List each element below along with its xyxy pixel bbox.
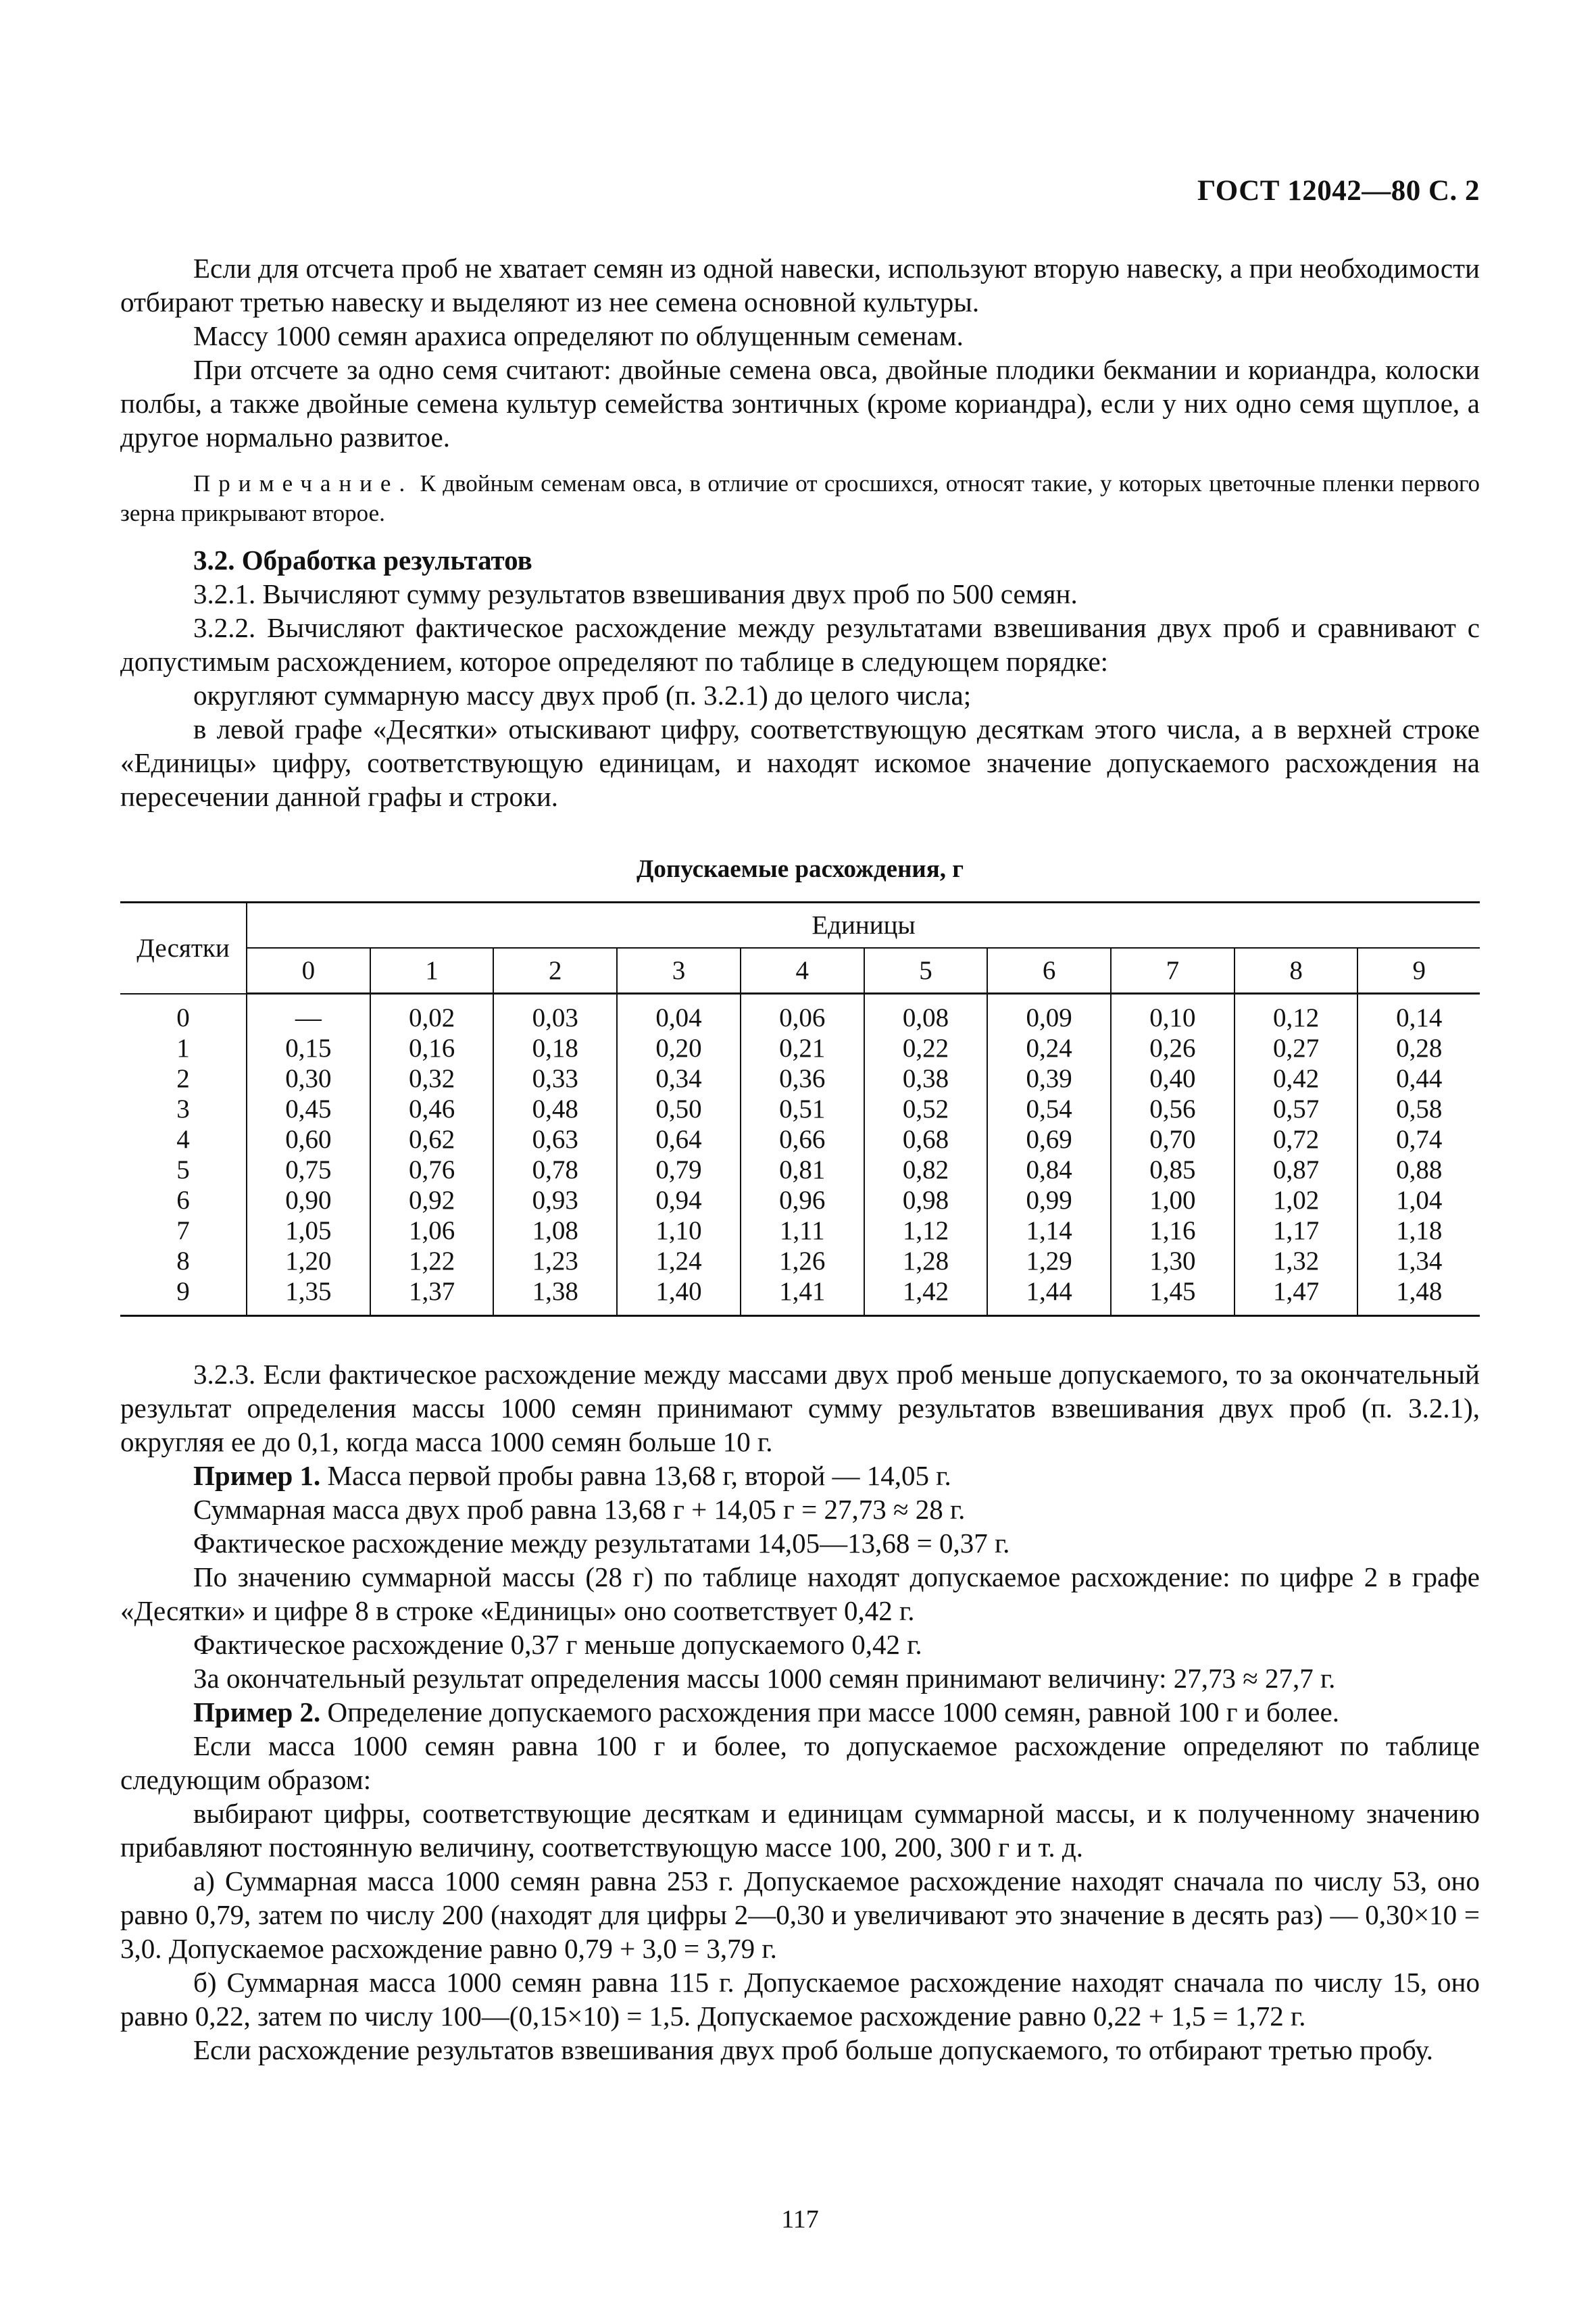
table-cell: 0,69 bbox=[987, 1124, 1111, 1155]
row-label-cell: 9 bbox=[176, 1277, 190, 1306]
table-cell: 0,92 bbox=[370, 1185, 494, 1215]
table-cell: 0,22 bbox=[864, 1033, 988, 1063]
table-cell: 0,26 bbox=[1111, 1033, 1235, 1063]
table-title: Допускаемые расхождения, г bbox=[636, 855, 964, 883]
table-cell: 0,58 bbox=[1357, 1094, 1480, 1124]
paragraph: За окончательный результат определения массы 1000 семян принимают величину: 27,73 ≈ 27,7 г. bbox=[193, 1663, 1336, 1694]
table-cell: 1,14 bbox=[987, 1215, 1111, 1246]
table-cell: 0,24 bbox=[987, 1033, 1111, 1063]
table-cell: 1,37 bbox=[370, 1276, 494, 1316]
table-row bbox=[120, 1246, 1480, 1276]
table-cell: 1,05 bbox=[247, 1215, 370, 1246]
table-cell: 1,10 bbox=[617, 1215, 741, 1246]
row-label-cell: 1 bbox=[176, 1034, 190, 1063]
table-cell: 0,08 bbox=[864, 994, 988, 1034]
paragraph: выбирают цифры, соответствующие десяткам и единицам суммарной массы, и к полученному значению прибавляют постоянную величину, соответствующую массе 100, 200, 300 г и т. д. bbox=[120, 1798, 1480, 1863]
table-row bbox=[120, 1185, 1480, 1215]
paragraph: Фактическое расхождение между результатами 14,05—13,68 = 0,37 г. bbox=[193, 1528, 1010, 1559]
table-cell: 1,47 bbox=[1235, 1276, 1358, 1316]
table-cell: 0,36 bbox=[741, 1063, 864, 1094]
table-cell: 0,40 bbox=[1111, 1063, 1235, 1094]
paragraph: а) Суммарная масса 1000 семян равна 253 г. Допускаемое расхождение находят сначала по числу 53, оно равно 0,79, затем по числу 200 (находят для цифры 2—0,30 и увеличивают это значение в десять раз) — 0,30×10 = 3,0. Допускаемое расхождение равно 0,79 + 3,0 = 3,79 г. bbox=[120, 1865, 1480, 1964]
column-header: 7 bbox=[1111, 948, 1235, 994]
table-cell: 1,18 bbox=[1357, 1215, 1480, 1246]
table-cell: 1,28 bbox=[864, 1246, 988, 1276]
table-cell: 1,11 bbox=[741, 1215, 864, 1246]
paragraph: При отсчете за одно семя считают: двойные семена овса, двойные плодики бекмании и кориандра, колоски полбы, а также двойные семена культур семейства зонтичных (кроме кориандра), если у них одно семя щуплое, а другое нормально развитое. bbox=[120, 354, 1480, 453]
column-header: 3 bbox=[617, 948, 741, 994]
table-cell: 0,48 bbox=[493, 1094, 617, 1124]
table-cell: 0,46 bbox=[370, 1094, 494, 1124]
table-cell: 0,75 bbox=[247, 1155, 370, 1185]
row-label-cell: 2 bbox=[176, 1064, 190, 1093]
document-header: ГОСТ 12042—80 С. 2 bbox=[1197, 175, 1480, 207]
table-cell: — bbox=[247, 994, 370, 1034]
table-cell: 1,23 bbox=[493, 1246, 617, 1276]
table-cell: 0,56 bbox=[1111, 1094, 1235, 1124]
note-lead: Примечание. bbox=[193, 470, 414, 497]
table-cell: 1,30 bbox=[1111, 1246, 1235, 1276]
table-cell: 0,15 bbox=[247, 1033, 370, 1063]
table-cell: 0,50 bbox=[617, 1094, 741, 1124]
table-cell: 1,38 bbox=[493, 1276, 617, 1316]
table-cell: 0,51 bbox=[741, 1094, 864, 1124]
tolerance-table bbox=[120, 901, 1480, 1317]
table-cell: 1,08 bbox=[493, 1215, 617, 1246]
table-cell: 0,30 bbox=[247, 1063, 370, 1094]
example-1 bbox=[120, 1459, 1480, 1492]
row-label-cell: 3 bbox=[176, 1095, 190, 1124]
table-cell: 0,74 bbox=[1357, 1124, 1480, 1155]
table-cell: 0,64 bbox=[617, 1124, 741, 1155]
table-cell: 0,72 bbox=[1235, 1124, 1358, 1155]
table-cell: 0,93 bbox=[493, 1185, 617, 1215]
table-cell: 0,12 bbox=[1235, 994, 1358, 1034]
paragraph: Если для отсчета проб не хватает семян из одной навески, используют вторую навеску, а при необходимости отбирают третью навеску и выделяют из нее семена основной культуры. bbox=[120, 253, 1480, 318]
table-cell: 0,70 bbox=[1111, 1124, 1235, 1155]
table-cell: 0,03 bbox=[493, 994, 617, 1034]
table-cell: 0,33 bbox=[493, 1063, 617, 1094]
table-row bbox=[120, 1094, 1480, 1124]
paragraph: Если расхождение результатов взвешивания двух проб больше допускаемого, то отбирают третью пробу. bbox=[193, 2034, 1433, 2065]
table-cell: 0,66 bbox=[741, 1124, 864, 1155]
column-header: 8 bbox=[1235, 948, 1358, 994]
row-label-cell: 4 bbox=[176, 1125, 190, 1154]
table-cell: 0,14 bbox=[1357, 994, 1480, 1034]
example-label: Пример 2. bbox=[193, 1696, 321, 1728]
paragraph: б) Суммарная масса 1000 семян равна 115 г. Допускаемое расхождение находят сначала по числу 15, оно равно 0,22, затем по числу 100—(0,15×10) = 1,5. Допускаемое расхождение равно 0,22 + 1,5 = 1,72 г. bbox=[120, 1967, 1480, 2032]
table-cell: 1,44 bbox=[987, 1276, 1111, 1316]
document-body bbox=[120, 251, 1480, 2067]
paragraph: По значению суммарной массы (28 г) по таблице находят допускаемое расхождение: по цифре 2 в графе «Десятки» и цифре 8 в строке «Единицы» оно соответствует 0,42 г. bbox=[120, 1561, 1480, 1626]
table-cell: 0,20 bbox=[617, 1033, 741, 1063]
table-cell: 0,87 bbox=[1235, 1155, 1358, 1185]
paragraph: Если масса 1000 семян равна 100 г и более, то допускаемое расхождение определяют по таблице следующим образом: bbox=[120, 1730, 1480, 1795]
table-cell: 0,99 bbox=[987, 1185, 1111, 1215]
table-cell: 0,57 bbox=[1235, 1094, 1358, 1124]
table-row bbox=[120, 994, 1480, 1034]
table-row bbox=[120, 1276, 1480, 1316]
table-cell: 1,29 bbox=[987, 1246, 1111, 1276]
table-cell: 0,94 bbox=[617, 1185, 741, 1215]
table-cell: 1,20 bbox=[247, 1246, 370, 1276]
table-cell: 1,04 bbox=[1357, 1185, 1480, 1215]
table-cell: 0,18 bbox=[493, 1033, 617, 1063]
table-cell: 0,76 bbox=[370, 1155, 494, 1185]
table-cell: 0,09 bbox=[987, 994, 1111, 1034]
table-cell: 0,62 bbox=[370, 1124, 494, 1155]
column-header: 5 bbox=[864, 948, 988, 994]
page-number: 117 bbox=[781, 2205, 819, 2234]
table-cell: 1,45 bbox=[1111, 1276, 1235, 1316]
example-text: Определение допускаемого расхождения при массе 1000 семян, равной 100 г и более. bbox=[327, 1696, 1339, 1728]
column-header: 0 bbox=[247, 948, 370, 994]
column-header: 6 bbox=[987, 948, 1111, 994]
table-row bbox=[120, 1063, 1480, 1094]
table-cell: 0,28 bbox=[1357, 1033, 1480, 1063]
table-cell: 1,26 bbox=[741, 1246, 864, 1276]
paragraph: округляют суммарную массу двух проб (п. 3.2.1) до целого числа; bbox=[193, 680, 972, 711]
row-label-cell: 0 bbox=[176, 1003, 190, 1032]
after-table-section bbox=[120, 1357, 1480, 2067]
table-cell: 0,02 bbox=[370, 994, 494, 1034]
row-label-cell: 5 bbox=[176, 1155, 190, 1184]
note bbox=[120, 469, 1480, 528]
column-header: 4 bbox=[741, 948, 864, 994]
column-group-header: Единицы bbox=[247, 903, 1480, 949]
table-cell: 0,06 bbox=[741, 994, 864, 1034]
table-cell: 0,88 bbox=[1357, 1155, 1480, 1185]
paragraph: 3.2.1. Вычисляют сумму результатов взвешивания двух проб по 500 семян. bbox=[193, 578, 1078, 609]
paragraph: в левой графе «Десятки» отыскивают цифру, соответствующую десяткам этого числа, а в верхней строке «Единицы» цифру, соответствующую единицам, и находят искомое значение допускаемого расхождения на пересечении данной графы и строки. bbox=[120, 713, 1480, 812]
row-header: Десятки bbox=[120, 903, 247, 994]
row-label-cell: 7 bbox=[176, 1216, 190, 1245]
example-2 bbox=[120, 1695, 1480, 1729]
table-cell: 0,85 bbox=[1111, 1155, 1235, 1185]
paragraph: Массу 1000 семян арахиса определяют по облущенным семенам. bbox=[193, 320, 964, 351]
table-cell: 0,60 bbox=[247, 1124, 370, 1155]
table-cell: 0,68 bbox=[864, 1124, 988, 1155]
paragraph: Суммарная масса двух проб равна 13,68 г + 14,05 г = 27,73 ≈ 28 г. bbox=[193, 1494, 966, 1525]
table-cell: 1,34 bbox=[1357, 1246, 1480, 1276]
table-row bbox=[120, 1215, 1480, 1246]
table-cell: 1,16 bbox=[1111, 1215, 1235, 1246]
table-cell: 1,42 bbox=[864, 1276, 988, 1316]
table-cell: 0,39 bbox=[987, 1063, 1111, 1094]
column-header: 2 bbox=[493, 948, 617, 994]
table-cell: 0,34 bbox=[617, 1063, 741, 1094]
paragraph: 3.2.3. Если фактическое расхождение между массами двух проб меньше допускаемого, то за окончательный результат определения массы 1000 семян принимают сумму результатов взвешивания двух проб (п. 3.2.1), округляя ее до 0,1, когда масса 1000 семян больше 10 г. bbox=[120, 1359, 1480, 1457]
table-cell: 1,22 bbox=[370, 1246, 494, 1276]
table-cell: 0,32 bbox=[370, 1063, 494, 1094]
table-cell: 0,96 bbox=[741, 1185, 864, 1215]
column-header: 9 bbox=[1357, 948, 1480, 994]
table-cell: 0,78 bbox=[493, 1155, 617, 1185]
row-label-cell: 6 bbox=[176, 1186, 190, 1215]
table-cell: 1,32 bbox=[1235, 1246, 1358, 1276]
table-cell: 1,06 bbox=[370, 1215, 494, 1246]
paragraph: Фактическое расхождение 0,37 г меньше допускаемого 0,42 г. bbox=[193, 1629, 922, 1660]
table-cell: 1,24 bbox=[617, 1246, 741, 1276]
table-cell: 1,35 bbox=[247, 1276, 370, 1316]
table-cell: 0,79 bbox=[617, 1155, 741, 1185]
table-cell: 0,10 bbox=[1111, 994, 1235, 1034]
table-cell: 1,12 bbox=[864, 1215, 988, 1246]
table-cell: 0,44 bbox=[1357, 1063, 1480, 1094]
example-label: Пример 1. bbox=[193, 1460, 321, 1491]
table-cell: 1,02 bbox=[1235, 1185, 1358, 1215]
table-cell: 0,45 bbox=[247, 1094, 370, 1124]
table-cell: 0,16 bbox=[370, 1033, 494, 1063]
table-cell: 1,41 bbox=[741, 1276, 864, 1316]
table-cell: 0,38 bbox=[864, 1063, 988, 1094]
table-row bbox=[120, 1124, 1480, 1155]
table-cell: 0,98 bbox=[864, 1185, 988, 1215]
table-cell: 0,81 bbox=[741, 1155, 864, 1185]
section-title: 3.2. Обработка результатов bbox=[193, 545, 532, 576]
example-text: Масса первой пробы равна 13,68 г, второй — 14,05 г. bbox=[327, 1460, 951, 1491]
table-row bbox=[120, 1155, 1480, 1185]
table-cell: 0,90 bbox=[247, 1185, 370, 1215]
table-row bbox=[120, 1033, 1480, 1063]
table-cell: 0,82 bbox=[864, 1155, 988, 1185]
note-text: К двойным семенам овса, в отличие от сросшихся, относят такие, у которых цветочные пленки первого зерна прикрывают второе. bbox=[120, 470, 1480, 526]
table-cell: 1,00 bbox=[1111, 1185, 1235, 1215]
table-cell: 0,52 bbox=[864, 1094, 988, 1124]
table-cell: 1,48 bbox=[1357, 1276, 1480, 1316]
table-cell: 0,63 bbox=[493, 1124, 617, 1155]
table-cell: 0,84 bbox=[987, 1155, 1111, 1185]
row-label-cell: 8 bbox=[176, 1247, 190, 1276]
table-cell: 0,27 bbox=[1235, 1033, 1358, 1063]
table-cell: 0,54 bbox=[987, 1094, 1111, 1124]
paragraph: 3.2.2. Вычисляют фактическое расхождение между результатами взвешивания двух проб и сравнивают с допустимым расхождением, которое определяют по таблице в следующем порядке: bbox=[120, 612, 1480, 677]
table-cell: 0,21 bbox=[741, 1033, 864, 1063]
column-header: 1 bbox=[370, 948, 494, 994]
table-cell: 0,04 bbox=[617, 994, 741, 1034]
table-cell: 1,17 bbox=[1235, 1215, 1358, 1246]
table-cell: 1,40 bbox=[617, 1276, 741, 1316]
table-cell: 0,42 bbox=[1235, 1063, 1358, 1094]
